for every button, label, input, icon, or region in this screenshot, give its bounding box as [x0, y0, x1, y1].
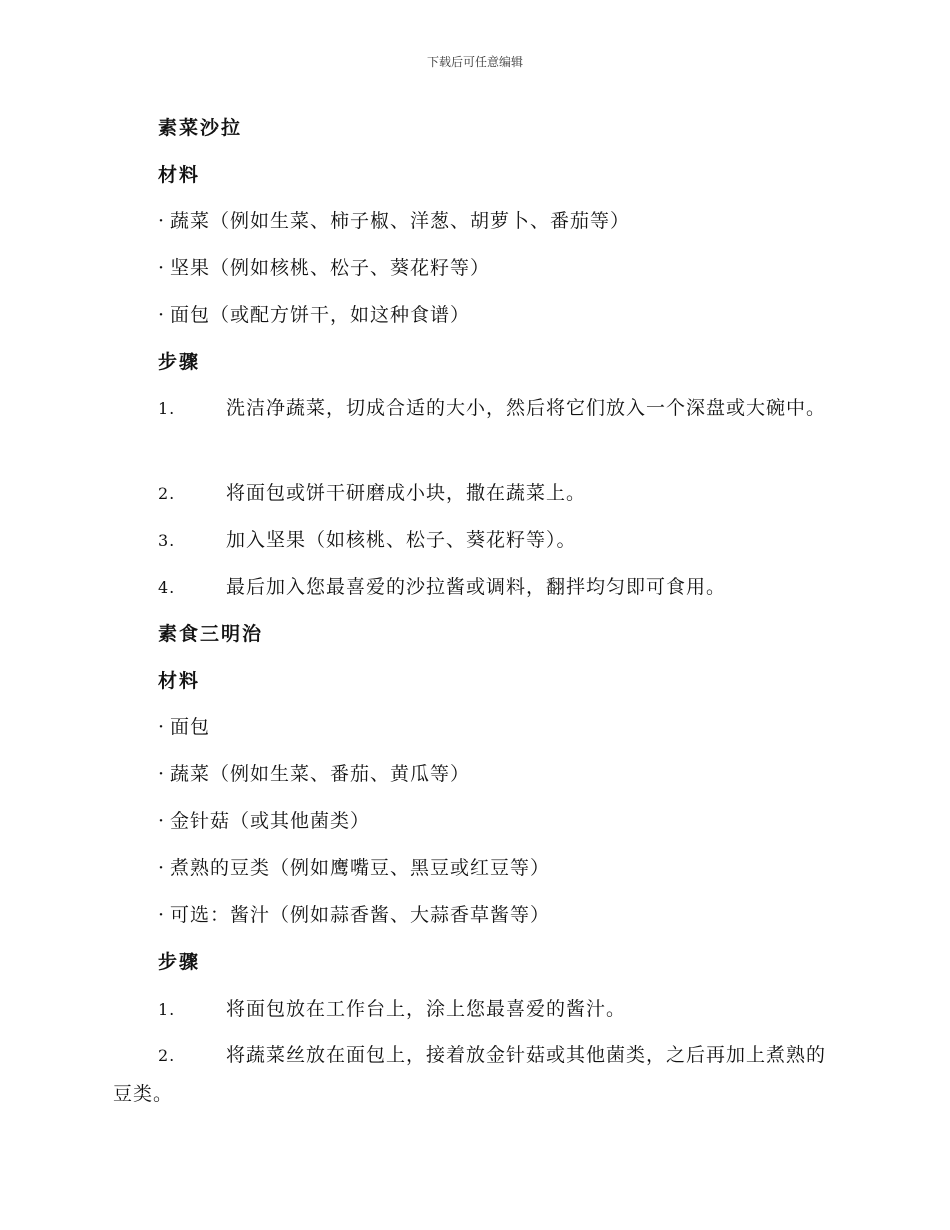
page-header-note: 下载后可任意编辑	[426, 55, 523, 69]
list-item	[158, 854, 550, 882]
step-item	[158, 990, 838, 1029]
material-text: 金针菇（或其他菌类）	[170, 810, 371, 832]
bullet-dot-icon: ·	[158, 810, 166, 832]
bullet-dot-icon: ·	[158, 257, 166, 279]
step-number: 2.	[158, 484, 176, 503]
step-text: 将蔬菜丝放在面包上，接着放金针菇或其他菌类，之后再加上煮熟的豆类。	[113, 1044, 827, 1105]
step-number: 2.	[158, 1046, 176, 1065]
material-text: 可选：酱汁（例如蒜香酱、大蒜香草酱等）	[170, 904, 551, 926]
step-item	[158, 521, 838, 560]
step-text: 加入坚果（如核桃、松子、葵花籽等）。	[226, 529, 577, 551]
step-number: 3.	[158, 531, 176, 550]
bullet-dot-icon: ·	[158, 904, 166, 926]
material-text: 蔬菜（例如生菜、番茄、黄瓜等）	[170, 763, 471, 785]
recipe-title-sandwich: 素食三明治	[158, 623, 264, 645]
steps-heading-salad: 步骤	[158, 351, 201, 373]
materials-heading-sandwich: 材料	[158, 670, 201, 692]
step-text: 将面包或饼干研磨成小块，撒在蔬菜上。	[226, 482, 587, 504]
material-text: 面包（或配方饼干，如这种食谱）	[170, 304, 471, 326]
step-item	[113, 1036, 838, 1113]
step-number: 4.	[158, 578, 176, 597]
step-text: 洗洁净蔬菜，切成合适的大小，然后将它们放入一个深盘或大碗中。	[226, 397, 827, 419]
step-text: 最后加入您最喜爱的沙拉酱或调料，翻拌均匀即可食用。	[226, 576, 727, 598]
material-text: 面包	[170, 716, 211, 738]
bullet-dot-icon: ·	[158, 304, 166, 326]
list-item	[158, 254, 490, 282]
bullet-dot-icon: ·	[158, 716, 166, 738]
step-item	[158, 568, 838, 607]
step-text: 将面包放在工作台上，涂上您最喜爱的酱汁。	[226, 998, 627, 1020]
list-item	[158, 760, 470, 788]
list-item	[158, 207, 630, 235]
material-text: 坚果（例如核桃、松子、葵花籽等）	[170, 257, 491, 279]
material-text: 蔬菜（例如生菜、柿子椒、洋葱、胡萝卜、番茄等）	[170, 210, 631, 232]
step-number: 1.	[158, 1000, 176, 1019]
step-number: 1.	[158, 399, 176, 418]
list-item	[158, 901, 550, 929]
list-item	[158, 301, 470, 329]
bullet-dot-icon: ·	[158, 763, 166, 785]
bullet-dot-icon: ·	[158, 210, 166, 232]
list-item	[158, 807, 370, 835]
material-text: 煮熟的豆类（例如鹰嘴豆、黑豆或红豆等）	[170, 857, 551, 879]
recipe-title-salad: 素菜沙拉	[158, 117, 243, 139]
list-item	[158, 713, 210, 741]
materials-heading-salad: 材料	[158, 164, 201, 186]
steps-heading-sandwich: 步骤	[158, 951, 201, 973]
bullet-dot-icon: ·	[158, 857, 166, 879]
step-item	[158, 474, 838, 513]
step-item	[113, 389, 838, 428]
